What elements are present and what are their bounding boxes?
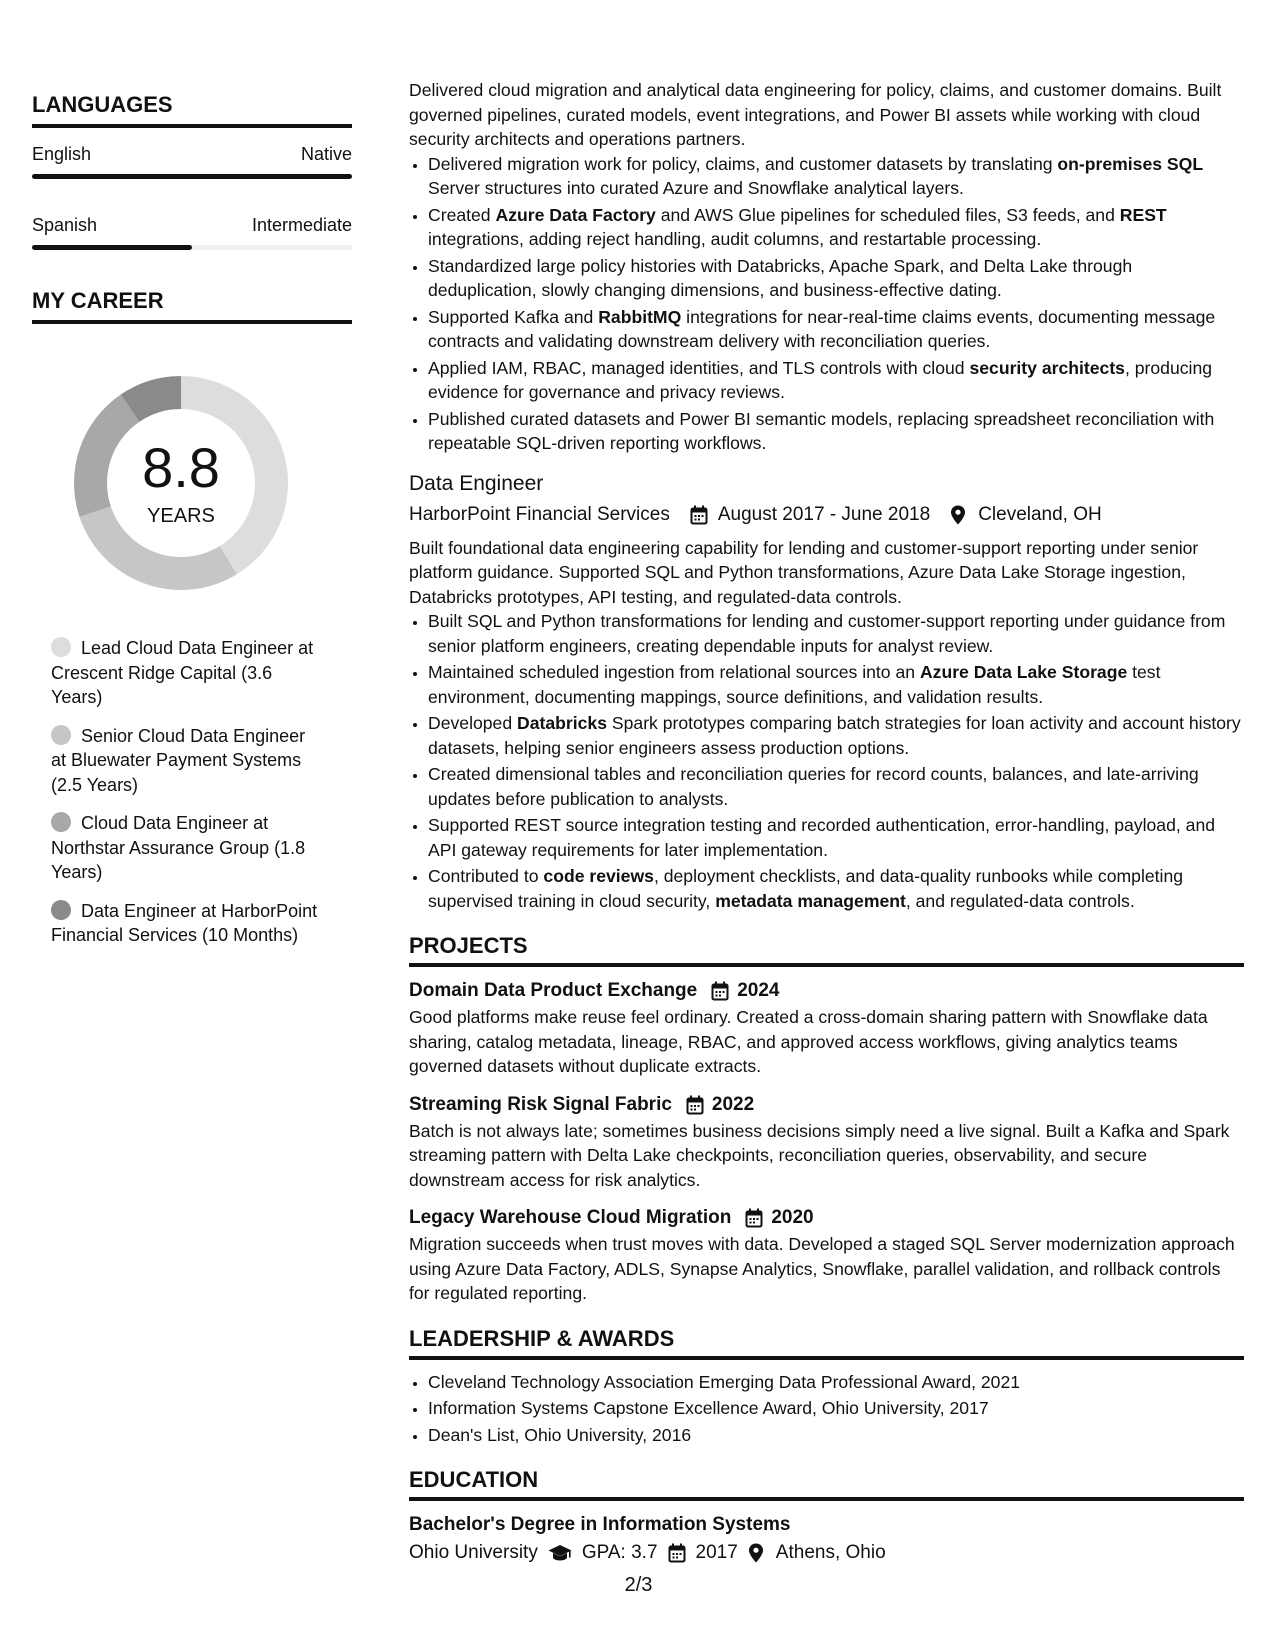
bullet-text: and AWS Glue pipelines for scheduled files, S3 feeds, and bbox=[655, 204, 1120, 225]
bullet-text: Created dimensional tables and reconciliation queries for record counts, balances, and late-arriving updates before publication to analysts. bbox=[428, 764, 1199, 809]
legend-dot bbox=[51, 900, 71, 920]
previous-job-summary: Delivered cloud migration and analytical data engineering for policy, claims, and customer domains. Built governed pipelines, curated models, event integrations, and Power BI assets while working with cloud security architects and operations partners. bbox=[409, 80, 1222, 149]
graduation-cap-icon bbox=[548, 1543, 572, 1563]
language-proficiency-fill bbox=[32, 245, 192, 250]
education-gpa: GPA: 3.7 bbox=[581, 1542, 658, 1563]
bullet-item bbox=[428, 864, 1244, 913]
project-title: Domain Data Product Exchange bbox=[409, 980, 698, 1001]
legend-text: Cloud Data Engineer at Northstar Assurance Group (1.8 Years) bbox=[51, 813, 306, 882]
bullet-text: Standardized large policy histories with Databricks, Apache Spark, and Delta Lake through deduplication, slowly changing dimensions, and business-effective dating. bbox=[428, 255, 1133, 300]
legend-dot bbox=[51, 725, 71, 745]
bullet-text: Built SQL and Python transformations for lending and customer-support reporting under guidance from senior platform engineers, creating dependable inputs for analyst review. bbox=[428, 611, 1226, 656]
bullet-item bbox=[428, 356, 1244, 405]
project-description: Good platforms make reuse feel ordinary. Created a cross-domain sharing pattern with Snowflake data sharing, catalog metadata, lineage, RBAC, and approved access workflows, giving analytics teams governed datasets without duplicate extracts. bbox=[409, 1007, 1208, 1076]
bullet-keyword: security architects bbox=[969, 357, 1125, 378]
bullet-keyword: Azure Data Lake Storage bbox=[919, 662, 1128, 682]
legend-text: Data Engineer at HarborPoint Financial Services (10 Months) bbox=[51, 900, 318, 945]
bullet-keyword: REST bbox=[1119, 204, 1167, 225]
bullet-text: Developed bbox=[428, 713, 518, 733]
map-pin-icon bbox=[950, 505, 968, 525]
page-number-text: 2/3 bbox=[624, 1574, 653, 1596]
legend-dot bbox=[51, 637, 71, 657]
calendar-icon bbox=[668, 1543, 686, 1563]
bullet-item bbox=[428, 305, 1244, 354]
career-legend-item bbox=[51, 811, 321, 885]
calendar-icon bbox=[686, 1095, 704, 1115]
projects-heading: PROJECTS bbox=[409, 933, 1244, 967]
map-pin-icon bbox=[748, 1543, 766, 1563]
job-summary: Built foundational data engineering capability for lending and customer-support reporting under senior platform guidance. Supported SQL and Python transformations, Azure Data Lake Storage ingestion, Databricks prototypes, API testing, and regulated-data controls. bbox=[409, 537, 1199, 607]
project-year: 2022 bbox=[711, 1093, 755, 1115]
legend-text: Senior Cloud Data Engineer at Bluewater Payment Systems (2.5 Years) bbox=[51, 725, 306, 795]
bullet-keyword: code reviews bbox=[543, 866, 654, 886]
bullet-item bbox=[428, 813, 1244, 862]
bullet-text: Published curated datasets and Power BI semantic models, replacing spreadsheet reconciliation with repeatable SQL-driven reporting workflows. bbox=[428, 408, 1215, 453]
project-item bbox=[409, 977, 1244, 1079]
job-bullets bbox=[409, 609, 1244, 913]
job-company: HarborPoint Financial Services bbox=[409, 503, 670, 525]
job-title: Data Engineer bbox=[409, 471, 544, 495]
bullet-keyword: Azure Data Factory bbox=[495, 204, 656, 225]
previous-job-bullets bbox=[409, 152, 1244, 456]
career-total-unit: YEARS bbox=[147, 505, 215, 527]
education-school: Ohio University bbox=[409, 1542, 538, 1563]
career-legend bbox=[51, 636, 321, 948]
language-proficiency-bar bbox=[32, 174, 352, 179]
bullet-text: Delivered migration work for policy, claims, and customer datasets by translating bbox=[428, 153, 1058, 174]
education-location: Athens, Ohio bbox=[775, 1542, 886, 1563]
language-name: English bbox=[32, 144, 92, 164]
project-title: Streaming Risk Signal Fabric bbox=[409, 1093, 672, 1115]
main-column bbox=[409, 78, 1244, 1567]
language-item bbox=[32, 142, 352, 179]
language-proficiency-fill bbox=[32, 174, 352, 179]
project-item bbox=[409, 1091, 1244, 1193]
job-location: Cleveland, OH bbox=[978, 503, 1102, 525]
bullet-text: Supported Kafka and bbox=[428, 306, 599, 327]
bullet-text: integrations, adding reject handling, audit columns, and restartable processing. bbox=[428, 229, 1042, 249]
bullet-text: , and regulated-data controls. bbox=[905, 890, 1135, 911]
bullet-text: Server structures into curated Azure and Snowflake analytical layers. bbox=[428, 178, 964, 198]
project-year: 2024 bbox=[737, 980, 780, 1001]
legend-dot bbox=[51, 812, 71, 832]
career-legend-item bbox=[51, 724, 321, 798]
bullet-item bbox=[428, 407, 1244, 456]
award-item: • Dean's List, Ohio University, 2016 bbox=[428, 1423, 1244, 1448]
calendar-icon bbox=[745, 1208, 763, 1228]
bullet-item bbox=[428, 609, 1244, 658]
language-name: Spanish bbox=[32, 215, 98, 235]
bullet-text: Maintained scheduled ingestion from relational sources into an bbox=[428, 662, 920, 682]
career-heading: MY CAREER bbox=[32, 288, 352, 324]
bullet-text: integrations for near-real-time claims events, documenting message contracts and validating downstream delivery with reconciliation queries. bbox=[428, 306, 1216, 351]
career-donut-chart bbox=[66, 368, 296, 598]
legend-text: Lead Cloud Data Engineer at Crescent Ridge Capital (3.6 Years) bbox=[51, 638, 314, 707]
bullet-text: test environment, documenting mappings, source definitions, and validation results. bbox=[428, 662, 1161, 707]
languages-list bbox=[32, 142, 352, 250]
project-description: Batch is not always late; sometimes business decisions simply need a live signal. Built a Kafka and Spark streaming pattern with Delta Lake checkpoints, reconciliation queries, observability, and secure downstream access for risk analytics. bbox=[409, 1120, 1230, 1190]
career-total-years: 8.8 bbox=[142, 436, 220, 499]
language-proficiency-bar bbox=[32, 245, 352, 250]
bullet-text: Supported REST source integration testing and recorded authentication, error-handling, payload, and API gateway requirements for later implementation. bbox=[428, 815, 1216, 860]
sidebar bbox=[32, 92, 352, 962]
career-legend-item bbox=[51, 636, 321, 710]
project-description: Migration succeeds when trust moves with data. Developed a staged SQL Server modernization approach using Azure Data Factory, ADLS, Synapse Analytics, Snowflake, parallel validation, and rollback controls for regulated reporting. bbox=[409, 1234, 1235, 1303]
awards-heading: LEADERSHIP & AWARDS bbox=[409, 1326, 1244, 1360]
bullet-keyword: on-premises SQL bbox=[1057, 153, 1204, 174]
bullet-keyword: RabbitMQ bbox=[598, 306, 682, 327]
bullet-item bbox=[428, 762, 1244, 811]
bullet-item bbox=[428, 711, 1244, 760]
language-level: Native bbox=[300, 144, 352, 164]
bullet-item bbox=[428, 660, 1244, 709]
bullet-text: Applied IAM, RBAC, managed identities, and TLS controls with cloud bbox=[428, 357, 970, 378]
project-year: 2020 bbox=[771, 1207, 814, 1228]
education-year: 2017 bbox=[695, 1542, 738, 1563]
bullet-item bbox=[428, 152, 1244, 201]
job-meta bbox=[409, 500, 1244, 530]
bullet-text: Contributed to bbox=[428, 866, 544, 886]
page-number bbox=[0, 1574, 1275, 1597]
bullet-text: , producing evidence for governance and privacy reviews. bbox=[428, 357, 1213, 402]
calendar-icon bbox=[711, 981, 729, 1001]
language-item bbox=[32, 213, 352, 250]
job-dates: August 2017 - June 2018 bbox=[717, 503, 931, 525]
language-level: Intermediate bbox=[251, 215, 352, 235]
award-item: • Cleveland Technology Association Emerging Data Professional Award, 2021 bbox=[428, 1370, 1244, 1395]
bullet-text: Created bbox=[428, 204, 496, 225]
education-meta bbox=[409, 1539, 1244, 1567]
career-legend-item bbox=[51, 899, 321, 948]
education-heading: EDUCATION bbox=[409, 1467, 1244, 1501]
award-item: • Information Systems Capstone Excellence Award, Ohio University, 2017 bbox=[428, 1396, 1244, 1421]
project-title: Legacy Warehouse Cloud Migration bbox=[409, 1207, 732, 1228]
bullet-keyword: metadata management bbox=[715, 890, 906, 911]
bullet-item bbox=[428, 254, 1244, 303]
bullet-text: Spark prototypes comparing batch strategies for loan activity and account history datasets, helping senior engineers assess production options. bbox=[428, 713, 1241, 758]
projects-list bbox=[409, 977, 1244, 1306]
bullet-text: , deployment checklists, and data-quality runbooks while completing supervised training in cloud security, bbox=[428, 866, 1184, 911]
project-item bbox=[409, 1204, 1244, 1306]
calendar-icon bbox=[690, 505, 708, 525]
bullet-keyword: Databricks bbox=[517, 713, 607, 733]
languages-heading: LANGUAGES bbox=[32, 92, 352, 128]
bullet-item bbox=[428, 203, 1244, 252]
awards-list bbox=[409, 1370, 1244, 1448]
education-degree: Bachelor's Degree in Information Systems bbox=[409, 1514, 791, 1535]
